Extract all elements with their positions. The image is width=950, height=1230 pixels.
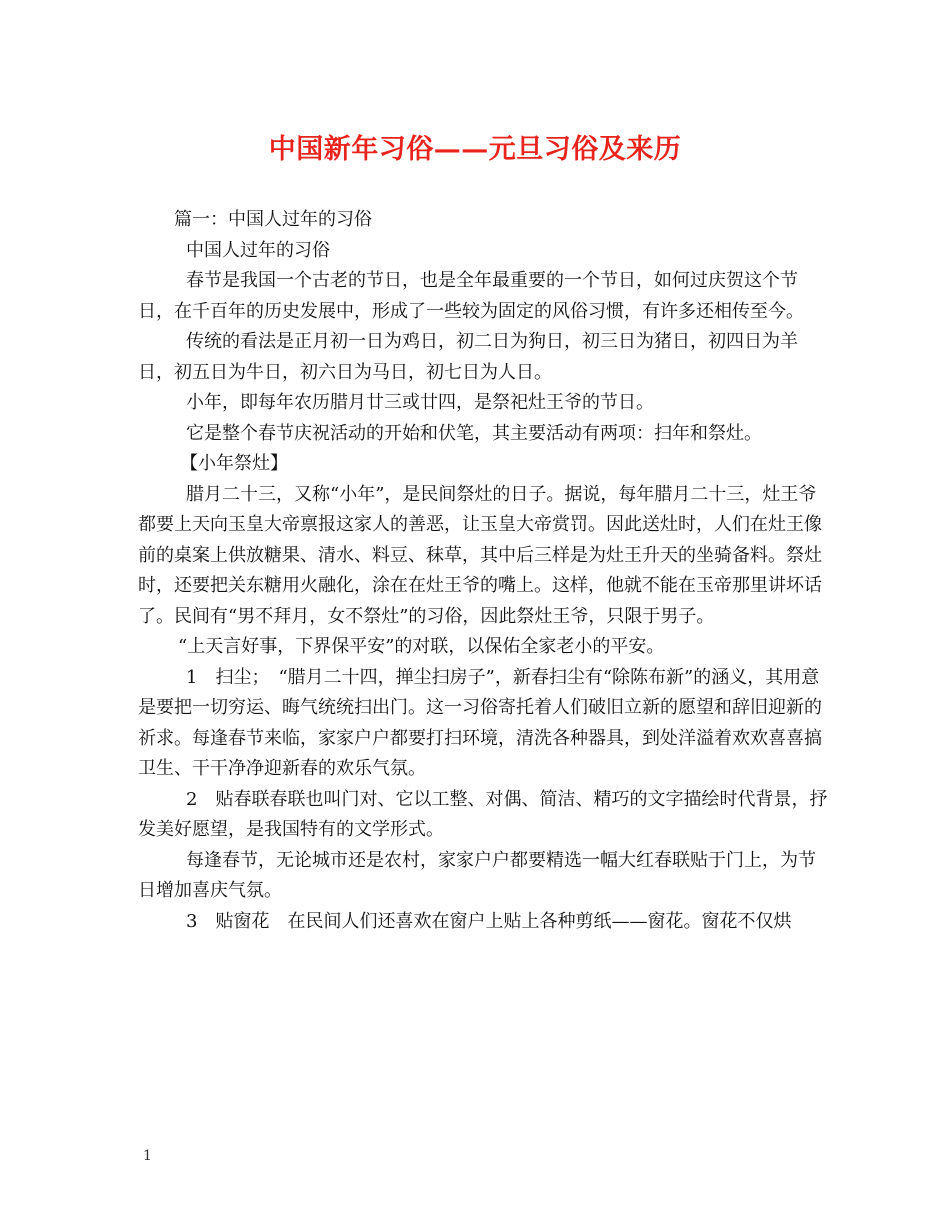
paragraph: 小年，即每年农历腊月廿三或廿四，是祭祀灶王爷的节日。 xyxy=(186,392,654,413)
paragraph: 1 扫尘； “腊月二十四，掸尘扫房子”，新春扫尘有“除陈布新”的涵义，其用意是要把一切穷运、晦气统统扫出门。这一习俗寄托着人们破旧立新的愿望和辞旧迎新的祈求。每逢春节来临，家家户户都要打扫环境，清洗各种器具，到处洋溢着欢欢喜喜搞卫生、干干净净迎新春的欢乐气氛。 xyxy=(138,666,822,779)
bracket-heading: 【小年祭灶】 xyxy=(180,453,288,474)
paragraph: 传统的看法是正月初一日为鸡日，初二日为狗日，初三日为猪日，初四日为羊日，初五日为牛日，初六日为马日，初七日为人日。 xyxy=(138,331,798,383)
paragraph: 2 贴春联春联也叫门对、它以工整、对偶、简洁、精巧的文字描绘时代背景，抒发美好愿望，是我国特有的文学形式。 xyxy=(138,788,828,840)
paragraph: 春节是我国一个古老的节日，也是全年最重要的一个节日，如何过庆贺这个节日，在千百年的历史发展中，形成了一些较为固定的风俗习惯，有许多还相传至今。 xyxy=(138,270,804,322)
paragraph: 3 贴窗花 在民间人们还喜欢在窗户上贴上各种剪纸——窗花。窗花不仅烘 xyxy=(186,910,792,932)
document-body xyxy=(138,205,828,937)
page-number: 1 xyxy=(143,1148,152,1164)
subheading: 中国人过年的习俗 xyxy=(186,239,330,261)
paragraph: 每逢春节，无论城市还是农村，家家户户都要精选一幅大红春联贴于门上，为节日增加喜庆气氛。 xyxy=(138,849,816,901)
document-title: 中国新年习俗——元旦习俗及来历 xyxy=(268,134,682,165)
section-heading: 篇一：中国人过年的习俗 xyxy=(174,209,372,230)
paragraph: 腊月二十三，又称“小年”，是民间祭灶的日子。据说，每年腊月二十三，灶王爷都要上天向玉皇大帝禀报这家人的善恶，让玉皇大帝赏罚。因此送灶时，人们在灶王像前的桌案上供放糖果、清水、料豆、秣草，其中后三样是为灶王升天的坐骑备料。祭灶时，还要把关东糖用火融化，涂在在灶王爷的嘴上。这样，他就不能在玉帝那里讲坏话了。民间有“男不拜月，女不祭灶”的习俗，因此祭灶王爷，只限于男子。 xyxy=(138,483,822,627)
paragraph: “上天言好事，下界保平安”的对联，以保佑全家老小的平安。 xyxy=(178,636,665,657)
paragraph: 它是整个春节庆祝活动的开始和伏笔，其主要活动有两项：扫年和祭灶。 xyxy=(186,422,762,444)
